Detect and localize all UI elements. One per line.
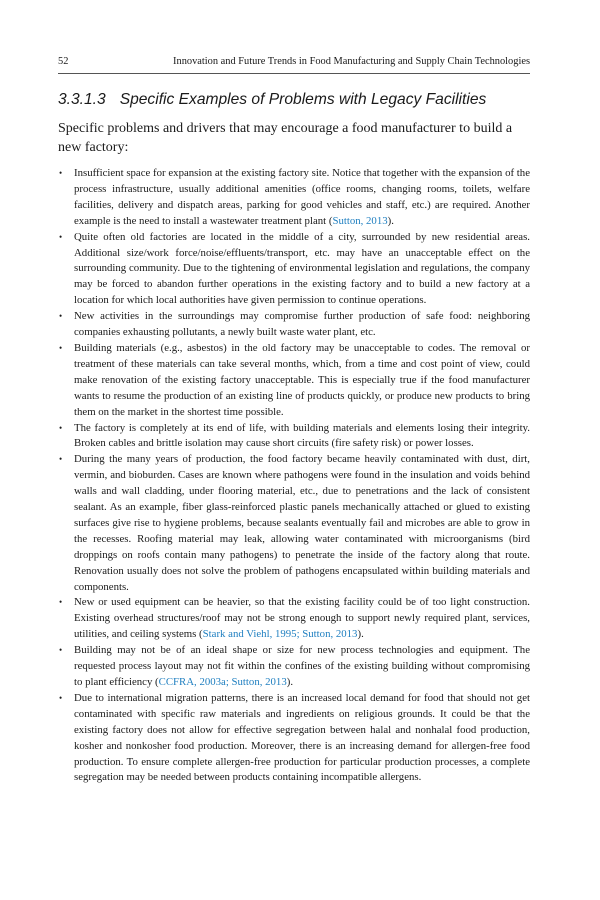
citation-link[interactable]: Stark and Viehl, 1995; Sutton, 2013 [202, 628, 358, 641]
bullet-item [58, 643, 530, 691]
section-number: 3.3.1.3 [58, 91, 106, 108]
running-head [58, 56, 530, 70]
bullet-item [58, 452, 530, 595]
citation-link[interactable]: CCFRA, 2003a; Sutton, 2013 [158, 676, 287, 688]
bullet-text: New activities in the surroundings may compromise further production of safe food: neighboring companies exhausting pollutants, a newly built waste water plant, etc. [74, 310, 530, 339]
header-divider [58, 73, 530, 74]
bullet-item [58, 230, 530, 310]
citation-link[interactable]: Sutton, 2013 [332, 214, 388, 227]
bullet-item [58, 309, 530, 341]
bullet-text-end: ). [357, 628, 364, 641]
bullet-text: Due to international migration patterns, there is an increased local demand for food that should not get contaminated with specific raw materials and ingredients on religious grounds. It could be that the existing factory does not allow for effective segregation between halal and nonhalal food production, kosher and nonkosher food production. Moreover, there is an increasing demand for allergen-free food production. To ensure complete allergen-free production for particular production processes, a complete segregation may be needed between products containing incompatible allergens. [74, 691, 530, 784]
bullet-text-end: ). [286, 676, 294, 688]
section-title: Specific Examples of Problems with Legacy Facilities [119, 91, 487, 108]
section-heading [58, 91, 530, 109]
page-number: 52 [58, 56, 69, 67]
bullet-item [58, 341, 530, 421]
bullet-item [58, 595, 530, 643]
bullet-item [58, 691, 530, 786]
bullet-text: Insufficient space for expansion at the existing factory site. Notice that together with the expansion of the process infrastructure, usually additional amenities (office rooms, changing rooms, toilets, welfare facilities, delivery and dispatch areas, parking for good vehicles and staff, etc.) are required. Another example is the need to install a wastewater treatment plant ( [74, 167, 530, 227]
bullet-item [58, 421, 530, 453]
bullet-text: The factory is completely at its end of life, with building materials and elements losing their integrity. Broken cables and brittle isolation may cause short circuits (fire safety risk) or power losses. [74, 421, 530, 450]
bullet-item [58, 166, 530, 230]
bullet-text: New or used equipment can be heavier, so that the existing facility could be of too light construction. Existing overhead structures/roof may not be strong enough to support newly required plant, services, utilities, and ceiling systems ( [74, 596, 530, 641]
bullet-text: Quite often old factories are located in the middle of a city, surrounded by new residential areas. Additional size/work force/noise/effluents/transport, etc. may have an unacceptable effect on the surrounding community. Due to the tightening of environmental legislation and regulations, the company may be forced to abandon further operations in the existing factory and to build a new factory at a location for which local authorities have given permission to continue operations. [74, 230, 530, 307]
bullet-text: Building may not be of an ideal shape or size for new process technologies and equipment. The requested process layout may not fit within the confines of the existing building without compromising to plant efficiency ( [74, 644, 530, 688]
bullet-list [58, 166, 530, 786]
intro-paragraph: Specific problems and drivers that may encourage a food manufacturer to build a new factory: [58, 121, 513, 155]
bullet-text: Building materials (e.g., asbestos) in the old factory may be unacceptable to codes. The removal or treatment of these materials can take several months, which, from a time and cost point of view, could make renovation of the existing factory unacceptable. This is especially true if the food manufacturer wants to resume the production of an existing line of products quickly, or produce new products to bring them on the market in the shortest time possible. [74, 341, 530, 418]
bullet-text: During the many years of production, the food factory became heavily contaminated with dust, dirt, vermin, and bioburden. Cases are known where pathogens were found in the insulation and voids behind walls and wall cladding, under flooring material, etc., due to penetrations and the lack of consistent sealant. As an example, fiber glass-reinforced plastic panels mechanically attached or glued to existing surfaces give rise to hygiene problems, because sealants eventually fail and microbes are able to grow in the recesses. Roofing material may leak, allowing water contaminated with microorganisms (bird droppings on roofs contain many pathogens) to penetrate the inside of the factory along that route. Renovation usually does not solve the problem of pathogens encapsulated within building materials and components. [74, 453, 530, 593]
running-title: Innovation and Future Trends in Food Manufacturing and Supply Chain Technologies [173, 56, 530, 67]
bullet-text-end: ). [387, 214, 394, 227]
